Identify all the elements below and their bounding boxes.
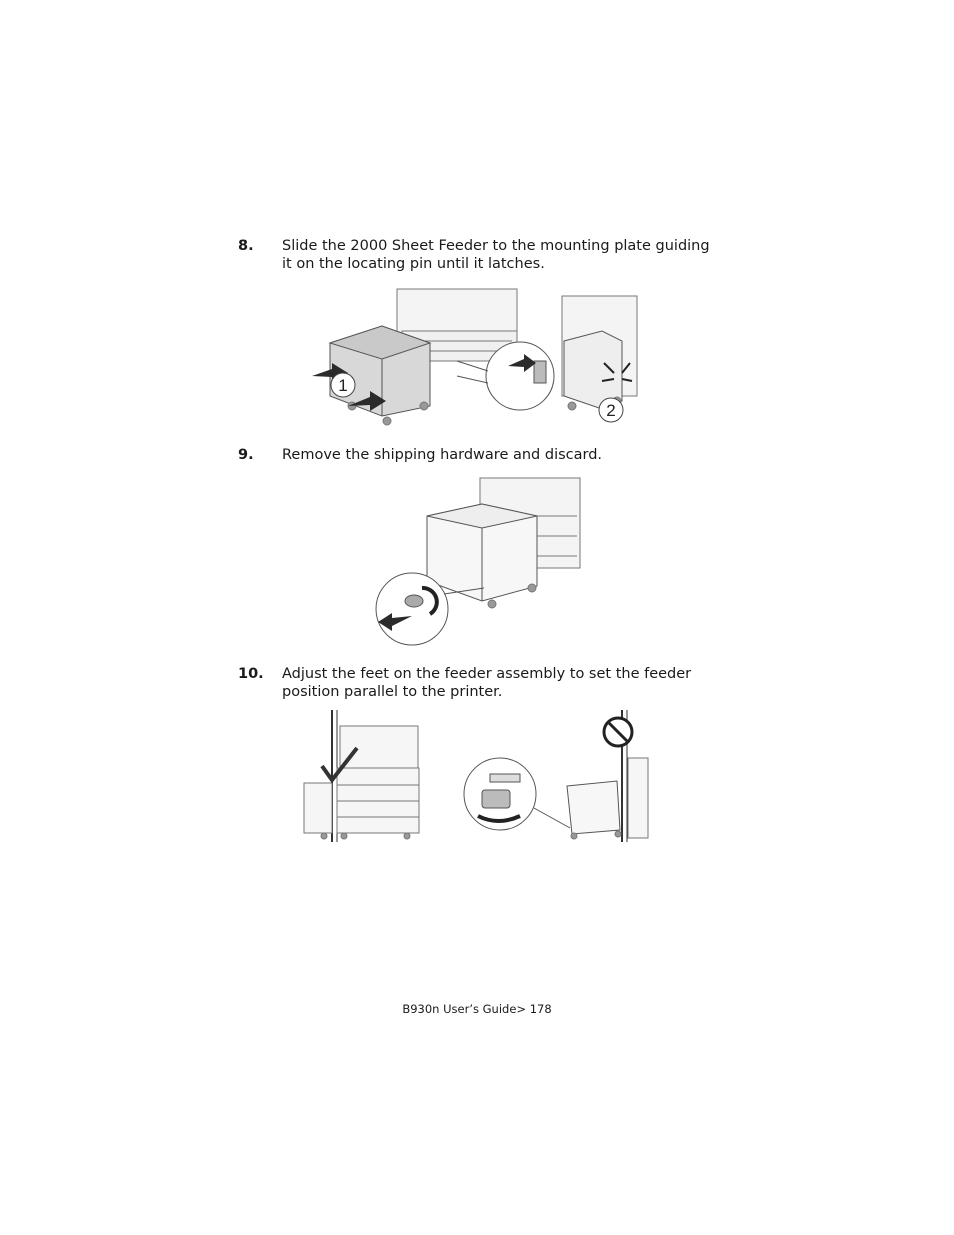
step-number: 9. bbox=[238, 447, 254, 463]
step-text: Remove the shipping hardware and discard. bbox=[282, 447, 603, 463]
step-number: 8. bbox=[238, 238, 254, 254]
page-footer: B930n User’s Guide> 178 bbox=[402, 1002, 552, 1016]
step-number: 10. bbox=[238, 666, 264, 682]
figure-parallel-incorrect bbox=[462, 708, 650, 844]
figure-slide-feeder bbox=[312, 281, 642, 433]
figure-remove-hardware bbox=[372, 476, 584, 648]
callout-2: 2 bbox=[606, 401, 616, 420]
step-text: Slide the 2000 Sheet Feeder to the mounting plate guiding it on the locating pin until it latches. bbox=[282, 238, 710, 272]
step-text: Adjust the feet on the feeder assembly to set the feeder position parallel to the printer. bbox=[282, 666, 692, 700]
figure-parallel-correct bbox=[302, 708, 422, 844]
callout-1: 1 bbox=[338, 376, 348, 395]
